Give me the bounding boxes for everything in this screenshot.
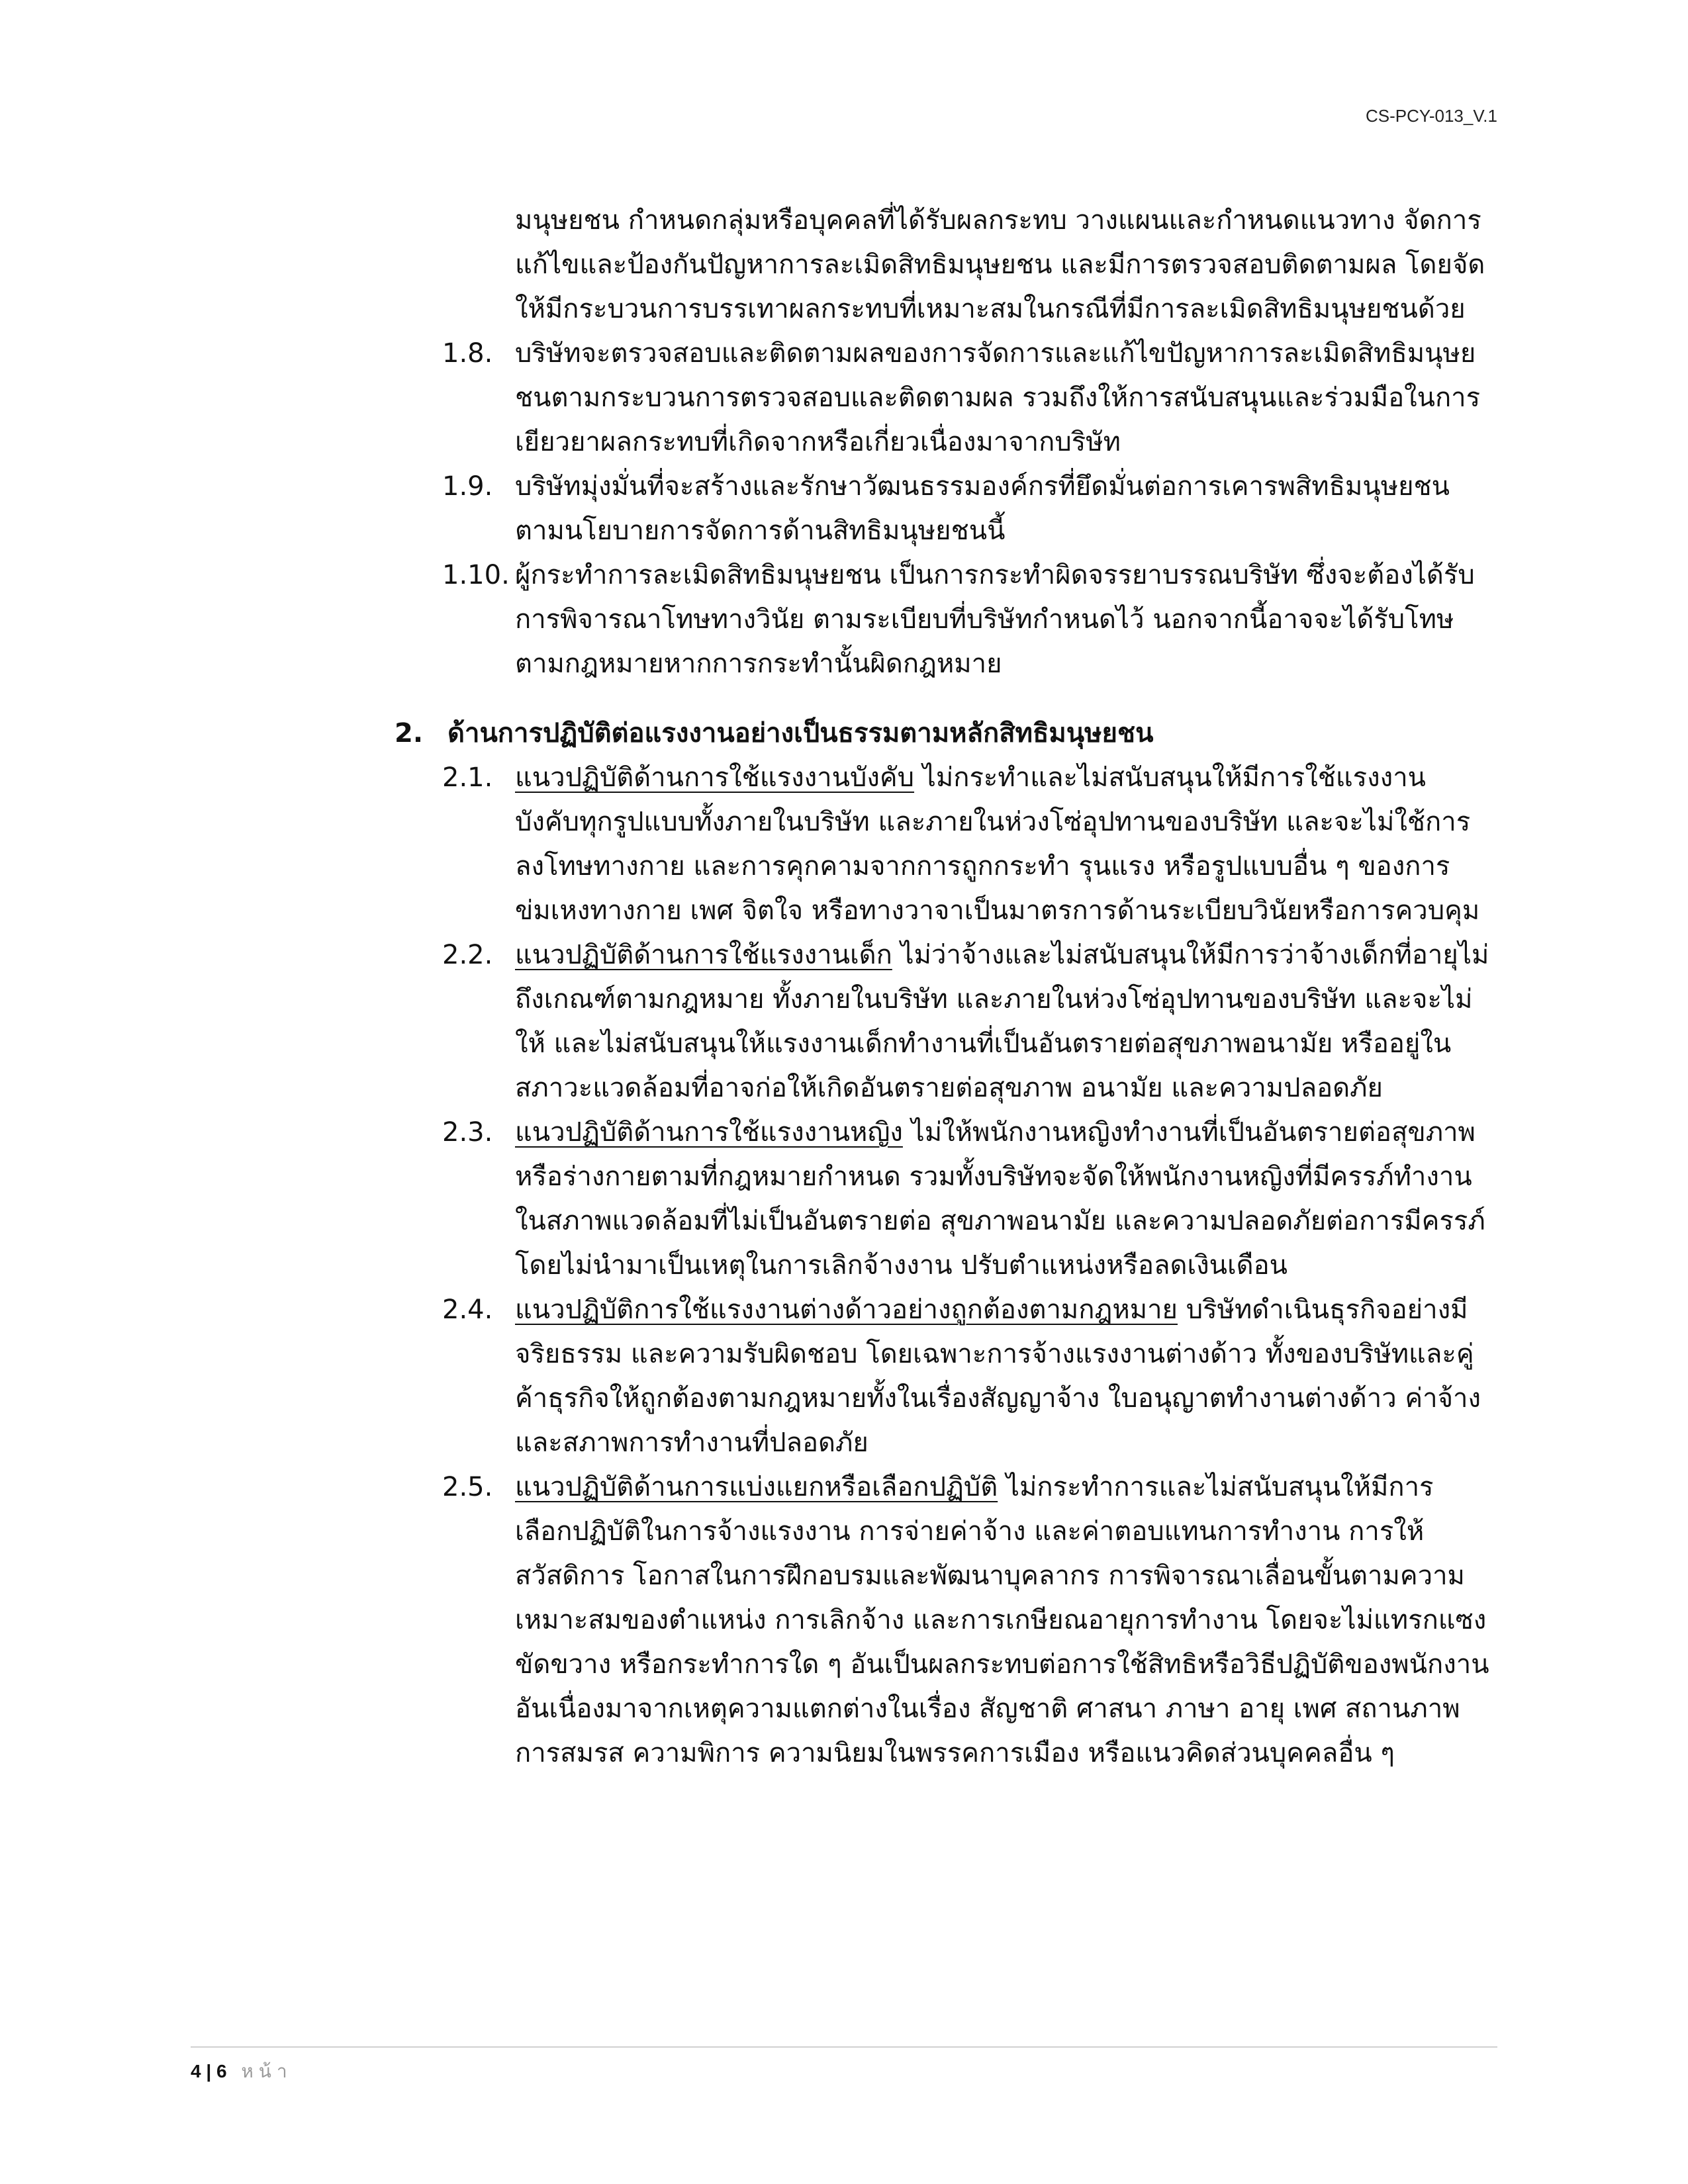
- item-number: 1.9.: [442, 471, 493, 502]
- footer-divider: [191, 2046, 1497, 2048]
- continued-paragraph: มนุษยชน กำหนดกลุ่มหรือบุคคลที่ได้รับผลกระทบ วางแผนและกำหนดแนวทาง จัดการแก้ไขและป้องกันปัญหาการละเมิดสิทธิมนุษยชน และมีการตรวจสอบติดตามผล โดยจัดให้มีกระบวนการบรรเทาผลกระทบที่เหมาะสมในกรณีที่มีการละเมิดสิทธิมนุษยชนด้วย: [515, 205, 1485, 324]
- item-text: ผู้กระทำการละเมิดสิทธิมนุษยชน เป็นการกระทำผิดจรรยาบรรณบริษัท ซึ่งจะต้องได้รับการพิจารณาโทษทางวินัย ตามระเบียบที่บริษัทกำหนดไว้ นอกจากนี้อาจจะได้รับโทษตามกฎหมายหากการกระทำนั้นผิดกฎหมาย: [515, 560, 1475, 679]
- list-item-2-4: [442, 1288, 1489, 1465]
- page-content: [0, 199, 1688, 1776]
- item-text: ไม่กระทำและไม่สนับสนุนให้มีการใช้แรงงานบังคับทุกรูปแบบทั้งภายในบริษัท และภายในห่วงโซ่อุปทานของบริษัท และจะไม่ใช้การลงโทษทางกาย และการคุกคามจากการถูกกระทำ รุนแรง หรือรูปแบบอื่น ๆ ของการข่มเหงทางกาย เพศ จิตใจ หรือทางวาจาเป็นมาตรการด้านระเบียบวินัยหรือการควบคุม: [515, 762, 1480, 926]
- item-number: 2.3.: [442, 1117, 493, 1148]
- page-footer: [191, 2057, 293, 2086]
- list-item-2-5: [442, 1465, 1489, 1776]
- item-text: บริษัทจะตรวจสอบและติดตามผลของการจัดการและแก้ไขปัญหาการละเมิดสิทธิมนุษยชนตามกระบวนการตรวจสอบและติดตามผล รวมถึงให้การสนับสนุนและร่วมมือในการเยียวยาผลกระทบที่เกิดจากหรือเกี่ยวเนื่องมาจากบริษัท: [515, 338, 1481, 457]
- page-total: 6: [216, 2061, 227, 2081]
- item-number: 1.8.: [442, 338, 493, 369]
- page-separator: |: [206, 2061, 212, 2081]
- item-text: ไม่ว่าจ้างและไม่สนับสนุนให้มีการว่าจ้างเด็กที่อายุไม่ถึงเกณฑ์ตามกฎหมาย ทั้งภายในบริษัท และภายในห่วงโซ่อุปทานของบริษัท และจะไม่ให้ และไม่สนับสนุนให้แรงงานเด็กทำงานที่เป็นอันตรายต่อสุขภาพอนามัย หรืออยู่ในสภาวะแวดล้อมที่อาจก่อให้เกิดอันตรายต่อสุขภาพ อนามัย และความปลอดภัย: [515, 940, 1489, 1103]
- item-text: บริษัทดำเนินธุรกิจอย่างมีจริยธรรม และความรับผิดชอบ โดยเฉพาะการจ้างแรงงานต่างด้าว ทั้งของบริษัทและคู่ค้าธุรกิจให้ถูกต้องตามกฎหมายทั้งในเรื่องสัญญาจ้าง ใบอนุญาตทำงานต่างด้าว ค่าจ้าง และสภาพการทำงานที่ปลอดภัย: [515, 1295, 1481, 1458]
- list-item-1-8: [442, 332, 1489, 465]
- item-number: 1.10.: [442, 560, 510, 590]
- item-underlined-title: แนวปฏิบัติด้านการแบ่งแยกหรือเลือกปฏิบัติ: [515, 1472, 998, 1502]
- page-current: 4: [191, 2061, 201, 2081]
- item-underlined-title: แนวปฏิบัติการใช้แรงงานต่างด้าวอย่างถูกต้องตามกฎหมาย: [515, 1295, 1178, 1325]
- item-text: ไม่ให้พนักงานหญิงทำงานที่เป็นอันตรายต่อสุขภาพหรือร่างกายตามที่กฎหมายกำหนด รวมทั้งบริษัทจะจัดให้พนักงานหญิงที่มีครรภ์ทำงานในสภาพแวดล้อมที่ไม่เป็นอันตรายต่อ สุขภาพอนามัย และความปลอดภัยต่อการมีครรภ์ โดยไม่นำมาเป็นเหตุในการเลิกจ้างงาน ปรับตำแหน่งหรือลดเงินเดือน: [515, 1117, 1485, 1281]
- section-number: 2.: [395, 718, 424, 749]
- document-code: CS-PCY-013_V.1: [1366, 106, 1497, 126]
- list-item-2-2: [442, 933, 1489, 1111]
- item-number: 2.4.: [442, 1295, 493, 1325]
- list-item-1-9: [442, 465, 1489, 553]
- item-text: ไม่กระทำการและไม่สนับสนุนให้มีการเลือกปฏิบัติในการจ้างแรงงาน การจ่ายค่าจ้าง และค่าตอบแทนการทำงาน การให้สวัสดิการ โอกาสในการฝึกอบรมและพัฒนาบุคลากร การพิจารณาเลื่อนขั้นตามความเหมาะสมของตำแหน่ง การเลิกจ้าง และการเกษียณอายุการทำงาน โดยจะไม่แทรกแซง ขัดขวาง หรือกระทำการใด ๆ อันเป็นผลกระทบต่อการใช้สิทธิหรือวิธีปฏิบัติของพนักงาน อันเนื่องมาจากเหตุความแตกต่างในเรื่อง สัญชาติ ศาสนา ภาษา อายุ เพศ สถานภาพการสมรส ความพิการ ความนิยมในพรรคการเมือง หรือแนวคิดส่วนบุคคลอื่น ๆ: [515, 1472, 1489, 1768]
- item-underlined-title: แนวปฏิบัติด้านการใช้แรงงานหญิง: [515, 1117, 903, 1148]
- list-item-2-1: [442, 756, 1489, 933]
- list-item-2-3: [442, 1111, 1489, 1288]
- item-number: 2.5.: [442, 1472, 493, 1502]
- section-heading-2: [395, 711, 1489, 756]
- item-text: บริษัทมุ่งมั่นที่จะสร้างและรักษาวัฒนธรรมองค์กรที่ยึดมั่นต่อการเคารพสิทธิมนุษยชนตามนโยบายการจัดการด้านสิทธิมนุษยชนนี้: [515, 471, 1450, 546]
- list-item-1-10: [442, 553, 1489, 686]
- item-number: 2.2.: [442, 940, 493, 970]
- item-number: 2.1.: [442, 762, 493, 793]
- page-word: หน้า: [241, 2061, 293, 2081]
- section-title: ด้านการปฏิบัติต่อแรงงานอย่างเป็นธรรมตามหลักสิทธิมนุษยชน: [447, 718, 1154, 749]
- item-underlined-title: แนวปฏิบัติด้านการใช้แรงงานเด็ก: [515, 940, 892, 970]
- item-underlined-title: แนวปฏิบัติด้านการใช้แรงงานบังคับ: [515, 762, 915, 793]
